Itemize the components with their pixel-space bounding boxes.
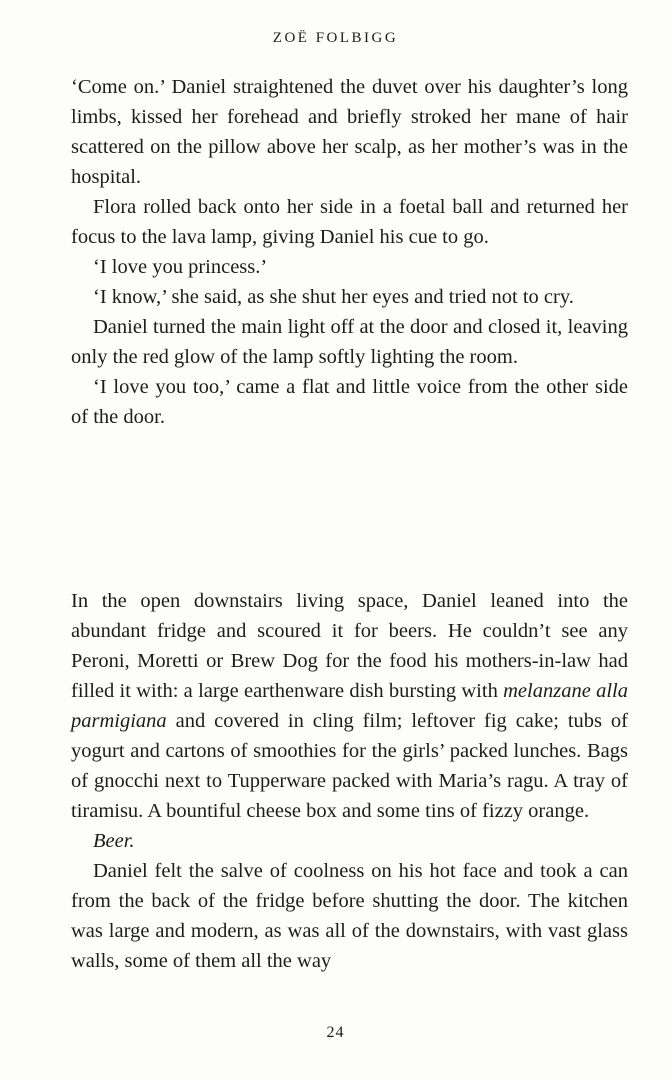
- paragraph: ‘I love you too,’ came a flat and little voice from the other side of the door.: [71, 376, 628, 428]
- running-head: ZOË FOLBIGG: [272, 30, 399, 46]
- paragraph: [71, 826, 628, 856]
- paragraph: [71, 586, 628, 826]
- paragraph: ‘I know,’ she said, as she shut her eyes and tried not to cry.: [93, 286, 574, 308]
- paragraph: Flora rolled back onto her side in a foetal ball and returned her focus to the lava lamp, giving Daniel his cue to go.: [71, 196, 628, 248]
- paragraph: Daniel felt the salve of coolness on his hot face and took a can from the back of the fridge before shutting the door. The kitchen was large and modern, as was all of the downstairs, with vast glass walls, some of them all the way: [71, 860, 628, 972]
- text-section-two: [71, 586, 628, 976]
- italic-beer: Beer.: [93, 830, 135, 852]
- page-number: 24: [326, 1024, 345, 1041]
- paragraph: ‘I love you princess.’: [93, 256, 268, 278]
- paragraph-text: In the open downstairs living space, Daniel leaned into the abundant fridge and scoured it for beers. He couldn’t see any Peroni, Moretti or Brew Dog for the food his mothers-in-law had filled it with: a large earthenware dish bursting with: [71, 590, 628, 702]
- paragraph: Daniel turned the main light off at the door and closed it, leaving only the red glow of the lamp softly lighting the room.: [71, 316, 628, 368]
- text-section-one: [71, 72, 628, 432]
- italic-dish-name: melanzane alla parmigiana: [71, 680, 628, 732]
- paragraph: ‘Come on.’ Daniel straightened the duvet over his daughter’s long limbs, kissed her forehead and briefly stroked her mane of hair scattered on the pillow above her scalp, as her mother’s was in the hospital.: [71, 76, 628, 188]
- paragraph-text: and covered in cling film; leftover fig cake; tubs of yogurt and cartons of smoothies for the girls’ packed lunches. Bags of gnocchi next to Tupperware packed with Maria’s ragu. A tray of tiramisu. A bountiful cheese box and some tins of fizzy orange.: [71, 710, 628, 822]
